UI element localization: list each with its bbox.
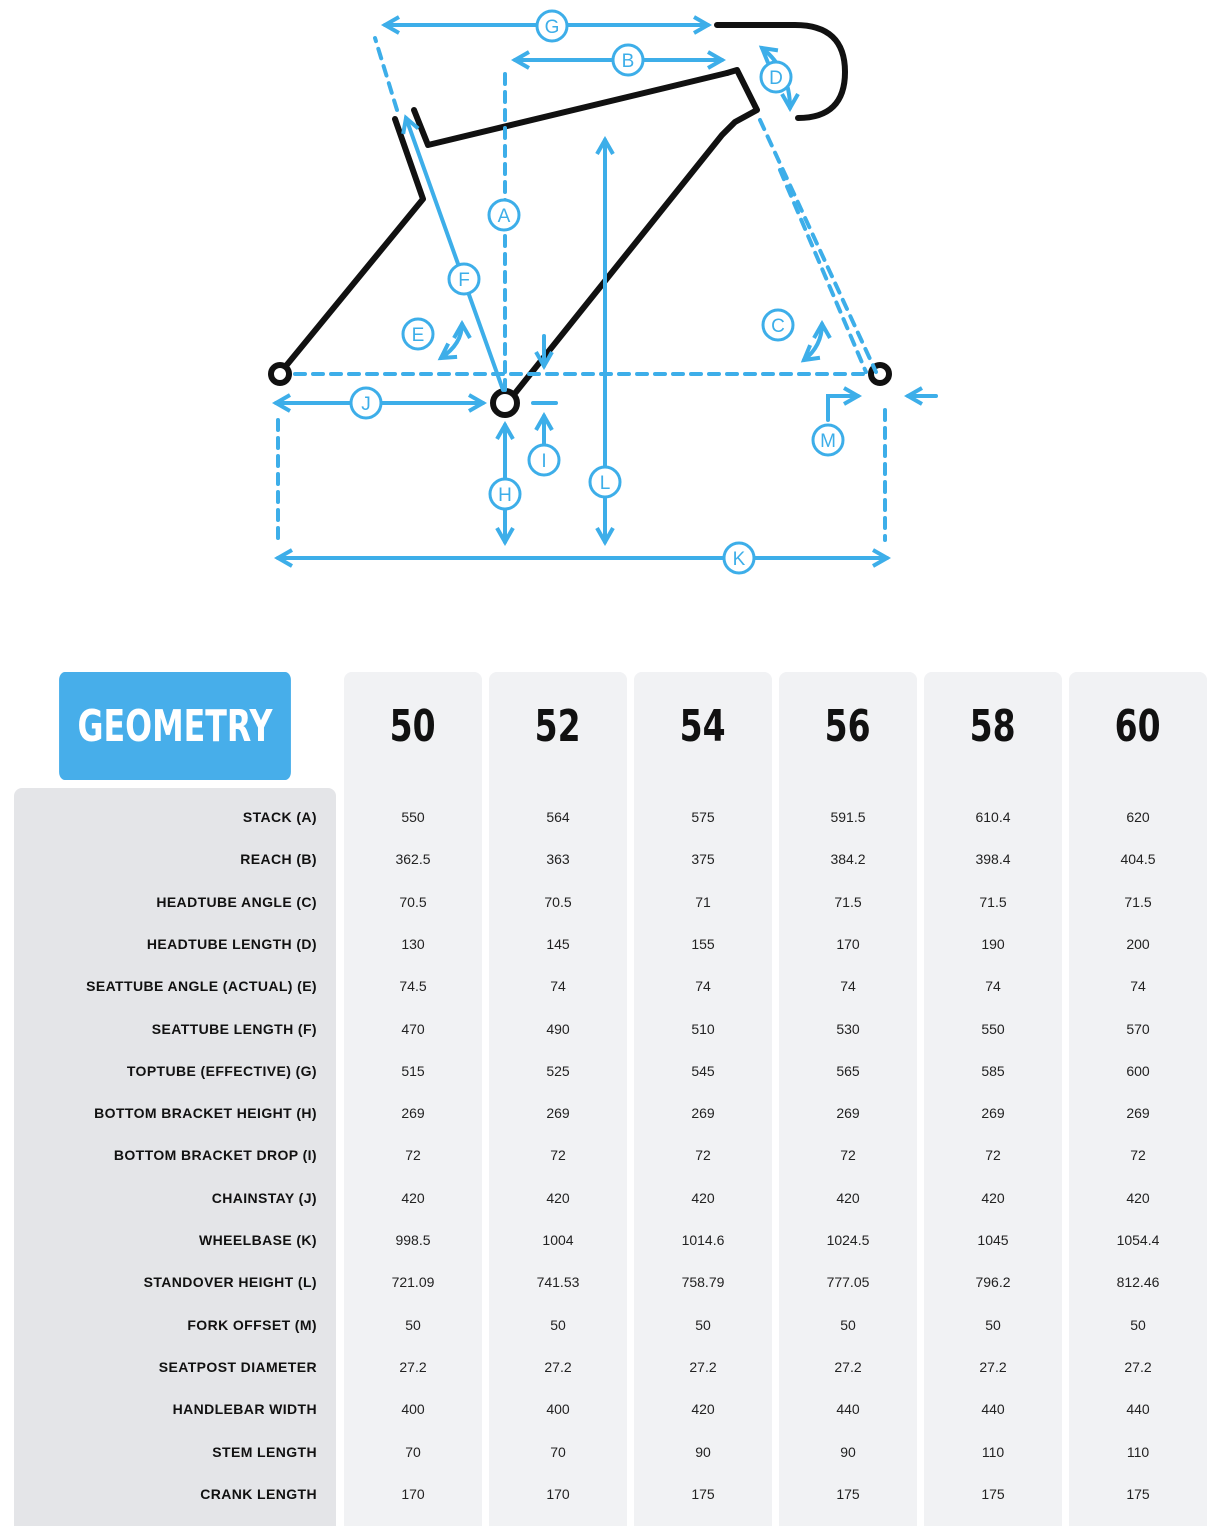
table-cell: 550 bbox=[401, 809, 425, 825]
table-cell: 1054.4 bbox=[1116, 1232, 1160, 1248]
table-cell: 70.5 bbox=[399, 893, 427, 910]
table-cell: 420 bbox=[401, 1189, 425, 1206]
size-header-label: 54 bbox=[680, 700, 726, 752]
table-cell: 200 bbox=[1126, 935, 1150, 952]
table-cell: 130 bbox=[401, 935, 425, 952]
row-label: SEATPOST DIAMETER bbox=[158, 1358, 317, 1375]
table-cell: 400 bbox=[401, 1401, 425, 1418]
table-cell: 510 bbox=[691, 1020, 715, 1037]
table-cell: 620 bbox=[1126, 809, 1150, 825]
table-cell: 175 bbox=[691, 1485, 715, 1502]
table-cell: 269 bbox=[546, 1105, 570, 1122]
table-cell: 72 bbox=[550, 1147, 566, 1164]
row-label: BOTTOM BRACKET DROP (I) bbox=[113, 1147, 317, 1164]
label-h: H bbox=[498, 485, 512, 506]
table-cell: 74 bbox=[840, 978, 856, 995]
table-cell: 550 bbox=[981, 1020, 1005, 1037]
label-e: E bbox=[411, 325, 425, 346]
table-row bbox=[14, 923, 1208, 965]
table-cell: 74 bbox=[1130, 978, 1146, 995]
table-cell: 27.2 bbox=[399, 1358, 427, 1375]
row-label: HEADTUBE ANGLE (C) bbox=[156, 893, 317, 910]
size-header-label: 52 bbox=[535, 700, 581, 752]
table-cell: 998.5 bbox=[395, 1232, 431, 1248]
table-cell: 420 bbox=[981, 1189, 1005, 1206]
table-cell: 420 bbox=[546, 1189, 570, 1206]
table-cell: 72 bbox=[985, 1147, 1001, 1164]
table-cell: 575 bbox=[691, 809, 715, 825]
table-cell: 70 bbox=[405, 1443, 421, 1460]
table-row bbox=[14, 1134, 1208, 1176]
size-header bbox=[924, 672, 1062, 780]
table-row bbox=[14, 965, 1208, 1007]
table-cell: 758.79 bbox=[681, 1274, 725, 1291]
table-cell: 565 bbox=[836, 1062, 860, 1079]
table-cell: 741.53 bbox=[536, 1274, 580, 1291]
table-row bbox=[14, 1304, 1208, 1346]
row-label: HANDLEBAR WIDTH bbox=[172, 1401, 317, 1418]
table-cell: 440 bbox=[1126, 1401, 1150, 1418]
label-l: L bbox=[599, 473, 611, 494]
table-row bbox=[14, 1008, 1208, 1050]
table-cell: 1045 bbox=[977, 1232, 1009, 1248]
table-row bbox=[14, 1219, 1208, 1261]
table-cell: 591.5 bbox=[830, 809, 866, 825]
table-cell: 74 bbox=[550, 978, 566, 995]
table-cell: 70 bbox=[550, 1443, 566, 1460]
table-cell: 71.5 bbox=[979, 893, 1007, 910]
table-cell: 50 bbox=[695, 1316, 711, 1333]
table-cell: 27.2 bbox=[979, 1358, 1007, 1375]
table-cell: 27.2 bbox=[689, 1358, 717, 1375]
table-cell: 1014.6 bbox=[681, 1232, 725, 1248]
label-g: G bbox=[544, 17, 560, 38]
size-header bbox=[489, 672, 627, 780]
size-header-label: 58 bbox=[970, 700, 1016, 752]
table-cell: 50 bbox=[1130, 1316, 1146, 1333]
table-cell: 269 bbox=[981, 1105, 1005, 1122]
table-cell: 375 bbox=[691, 851, 715, 868]
table-row bbox=[14, 1346, 1208, 1388]
table-cell: 545 bbox=[691, 1062, 715, 1079]
table-cell: 155 bbox=[691, 935, 715, 952]
table-cell: 269 bbox=[1126, 1105, 1150, 1122]
table-row bbox=[14, 838, 1208, 880]
table-cell: 564 bbox=[546, 809, 570, 825]
table-cell: 420 bbox=[836, 1189, 860, 1206]
table-cell: 490 bbox=[546, 1020, 570, 1037]
geometry-table bbox=[14, 672, 1208, 1526]
label-k: K bbox=[732, 549, 746, 570]
geometry-title: GEOMETRY bbox=[59, 672, 291, 780]
table-cell: 50 bbox=[840, 1316, 856, 1333]
table-cell: 420 bbox=[691, 1189, 715, 1206]
table-row bbox=[14, 881, 1208, 923]
table-row bbox=[14, 1261, 1208, 1303]
table-row bbox=[14, 1177, 1208, 1219]
rear-axle bbox=[271, 365, 289, 383]
table-cell: 721.09 bbox=[391, 1274, 435, 1291]
table-cell: 72 bbox=[405, 1147, 421, 1164]
size-header bbox=[1069, 672, 1207, 780]
table-cell: 440 bbox=[981, 1401, 1005, 1418]
table-cell: 398.4 bbox=[975, 851, 1011, 868]
label-b: B bbox=[621, 51, 635, 72]
table-cell: 145 bbox=[546, 935, 570, 952]
row-label: STEM LENGTH bbox=[212, 1443, 317, 1460]
table-cell: 610.4 bbox=[975, 809, 1011, 825]
row-label: CRANK LENGTH bbox=[200, 1485, 317, 1502]
row-label: HEADTUBE LENGTH (D) bbox=[146, 935, 317, 952]
table-cell: 600 bbox=[1126, 1062, 1150, 1079]
table-cell: 269 bbox=[401, 1105, 425, 1122]
table-cell: 71.5 bbox=[1124, 893, 1152, 910]
label-c: C bbox=[771, 316, 785, 337]
table-cell: 27.2 bbox=[544, 1358, 572, 1375]
table-cell: 71.5 bbox=[834, 893, 862, 910]
table-cell: 175 bbox=[1126, 1485, 1150, 1502]
table-row bbox=[14, 1473, 1208, 1515]
table-cell: 72 bbox=[840, 1147, 856, 1164]
row-label: BOTTOM BRACKET HEIGHT (H) bbox=[94, 1105, 317, 1122]
table-cell: 74 bbox=[985, 978, 1001, 995]
table-cell: 585 bbox=[981, 1062, 1005, 1079]
size-header bbox=[779, 672, 917, 780]
table-cell: 1024.5 bbox=[826, 1232, 870, 1248]
size-header bbox=[344, 672, 482, 780]
table-cell: 74 bbox=[695, 978, 711, 995]
table-cell: 175 bbox=[836, 1485, 860, 1502]
table-cell: 170 bbox=[836, 935, 860, 952]
table-cell: 515 bbox=[401, 1062, 425, 1079]
label-a: A bbox=[497, 206, 511, 227]
bottom-bracket bbox=[493, 391, 517, 415]
label-j: J bbox=[361, 394, 371, 415]
row-label: TOPTUBE (EFFECTIVE) (G) bbox=[126, 1062, 317, 1079]
bike-geometry-diagram bbox=[0, 0, 1216, 600]
table-cell: 420 bbox=[691, 1401, 715, 1418]
row-label: FORK OFFSET (M) bbox=[187, 1316, 317, 1333]
table-cell: 50 bbox=[550, 1316, 566, 1333]
row-label: STANDOVER HEIGHT (L) bbox=[143, 1274, 317, 1291]
table-cell: 777.05 bbox=[826, 1274, 870, 1291]
table-cell: 269 bbox=[691, 1105, 715, 1122]
table-cell: 175 bbox=[981, 1485, 1005, 1502]
table-cell: 110 bbox=[981, 1443, 1005, 1460]
size-header-label: 60 bbox=[1115, 700, 1161, 752]
table-cell: 404.5 bbox=[1120, 851, 1156, 868]
table-row bbox=[14, 1388, 1208, 1430]
table-cell: 384.2 bbox=[830, 851, 866, 868]
table-cell: 74.5 bbox=[399, 978, 427, 995]
table-cell: 50 bbox=[405, 1316, 421, 1333]
label-d: D bbox=[769, 68, 783, 89]
table-row bbox=[14, 1050, 1208, 1092]
table-cell: 170 bbox=[546, 1485, 570, 1502]
table-row bbox=[14, 1431, 1208, 1473]
table-cell: 796.2 bbox=[975, 1274, 1011, 1291]
label-f: F bbox=[458, 270, 470, 291]
row-label: SEATTUBE ANGLE (ACTUAL) (E) bbox=[86, 978, 317, 995]
label-i: I bbox=[541, 451, 547, 472]
table-cell: 190 bbox=[981, 935, 1005, 952]
table-cell: 269 bbox=[836, 1105, 860, 1122]
table-cell: 50 bbox=[985, 1316, 1001, 1333]
table-cell: 72 bbox=[695, 1147, 711, 1164]
row-label: SEATTUBE LENGTH (F) bbox=[151, 1020, 317, 1037]
row-label: STACK (A) bbox=[242, 809, 317, 825]
table-cell: 90 bbox=[840, 1443, 856, 1460]
table-cell: 70.5 bbox=[544, 893, 572, 910]
row-label: WHEELBASE (K) bbox=[199, 1232, 317, 1248]
table-row bbox=[14, 796, 1208, 838]
row-label: REACH (B) bbox=[240, 851, 317, 868]
table-cell: 470 bbox=[401, 1020, 425, 1037]
table-cell: 1004 bbox=[542, 1232, 574, 1248]
table-cell: 570 bbox=[1126, 1020, 1150, 1037]
table-cell: 90 bbox=[695, 1443, 711, 1460]
table-cell: 110 bbox=[1126, 1443, 1150, 1460]
size-header bbox=[634, 672, 772, 780]
row-label: CHAINSTAY (J) bbox=[211, 1189, 317, 1206]
table-cell: 27.2 bbox=[1124, 1358, 1152, 1375]
table-cell: 27.2 bbox=[834, 1358, 862, 1375]
table-cell: 420 bbox=[1126, 1189, 1150, 1206]
table-cell: 525 bbox=[546, 1062, 570, 1079]
table-cell: 170 bbox=[401, 1485, 425, 1502]
table-cell: 362.5 bbox=[395, 851, 431, 868]
table-cell: 363 bbox=[546, 851, 570, 868]
table-row bbox=[14, 1092, 1208, 1134]
size-header-label: 50 bbox=[390, 700, 436, 752]
table-cell: 72 bbox=[1130, 1147, 1146, 1164]
table-cell: 71 bbox=[695, 893, 711, 910]
table-cell: 530 bbox=[836, 1020, 860, 1037]
table-cell: 812.46 bbox=[1116, 1274, 1160, 1291]
table-cell: 440 bbox=[836, 1401, 860, 1418]
label-m: M bbox=[820, 431, 836, 452]
size-header-label: 56 bbox=[825, 700, 871, 752]
table-cell: 400 bbox=[546, 1401, 570, 1418]
